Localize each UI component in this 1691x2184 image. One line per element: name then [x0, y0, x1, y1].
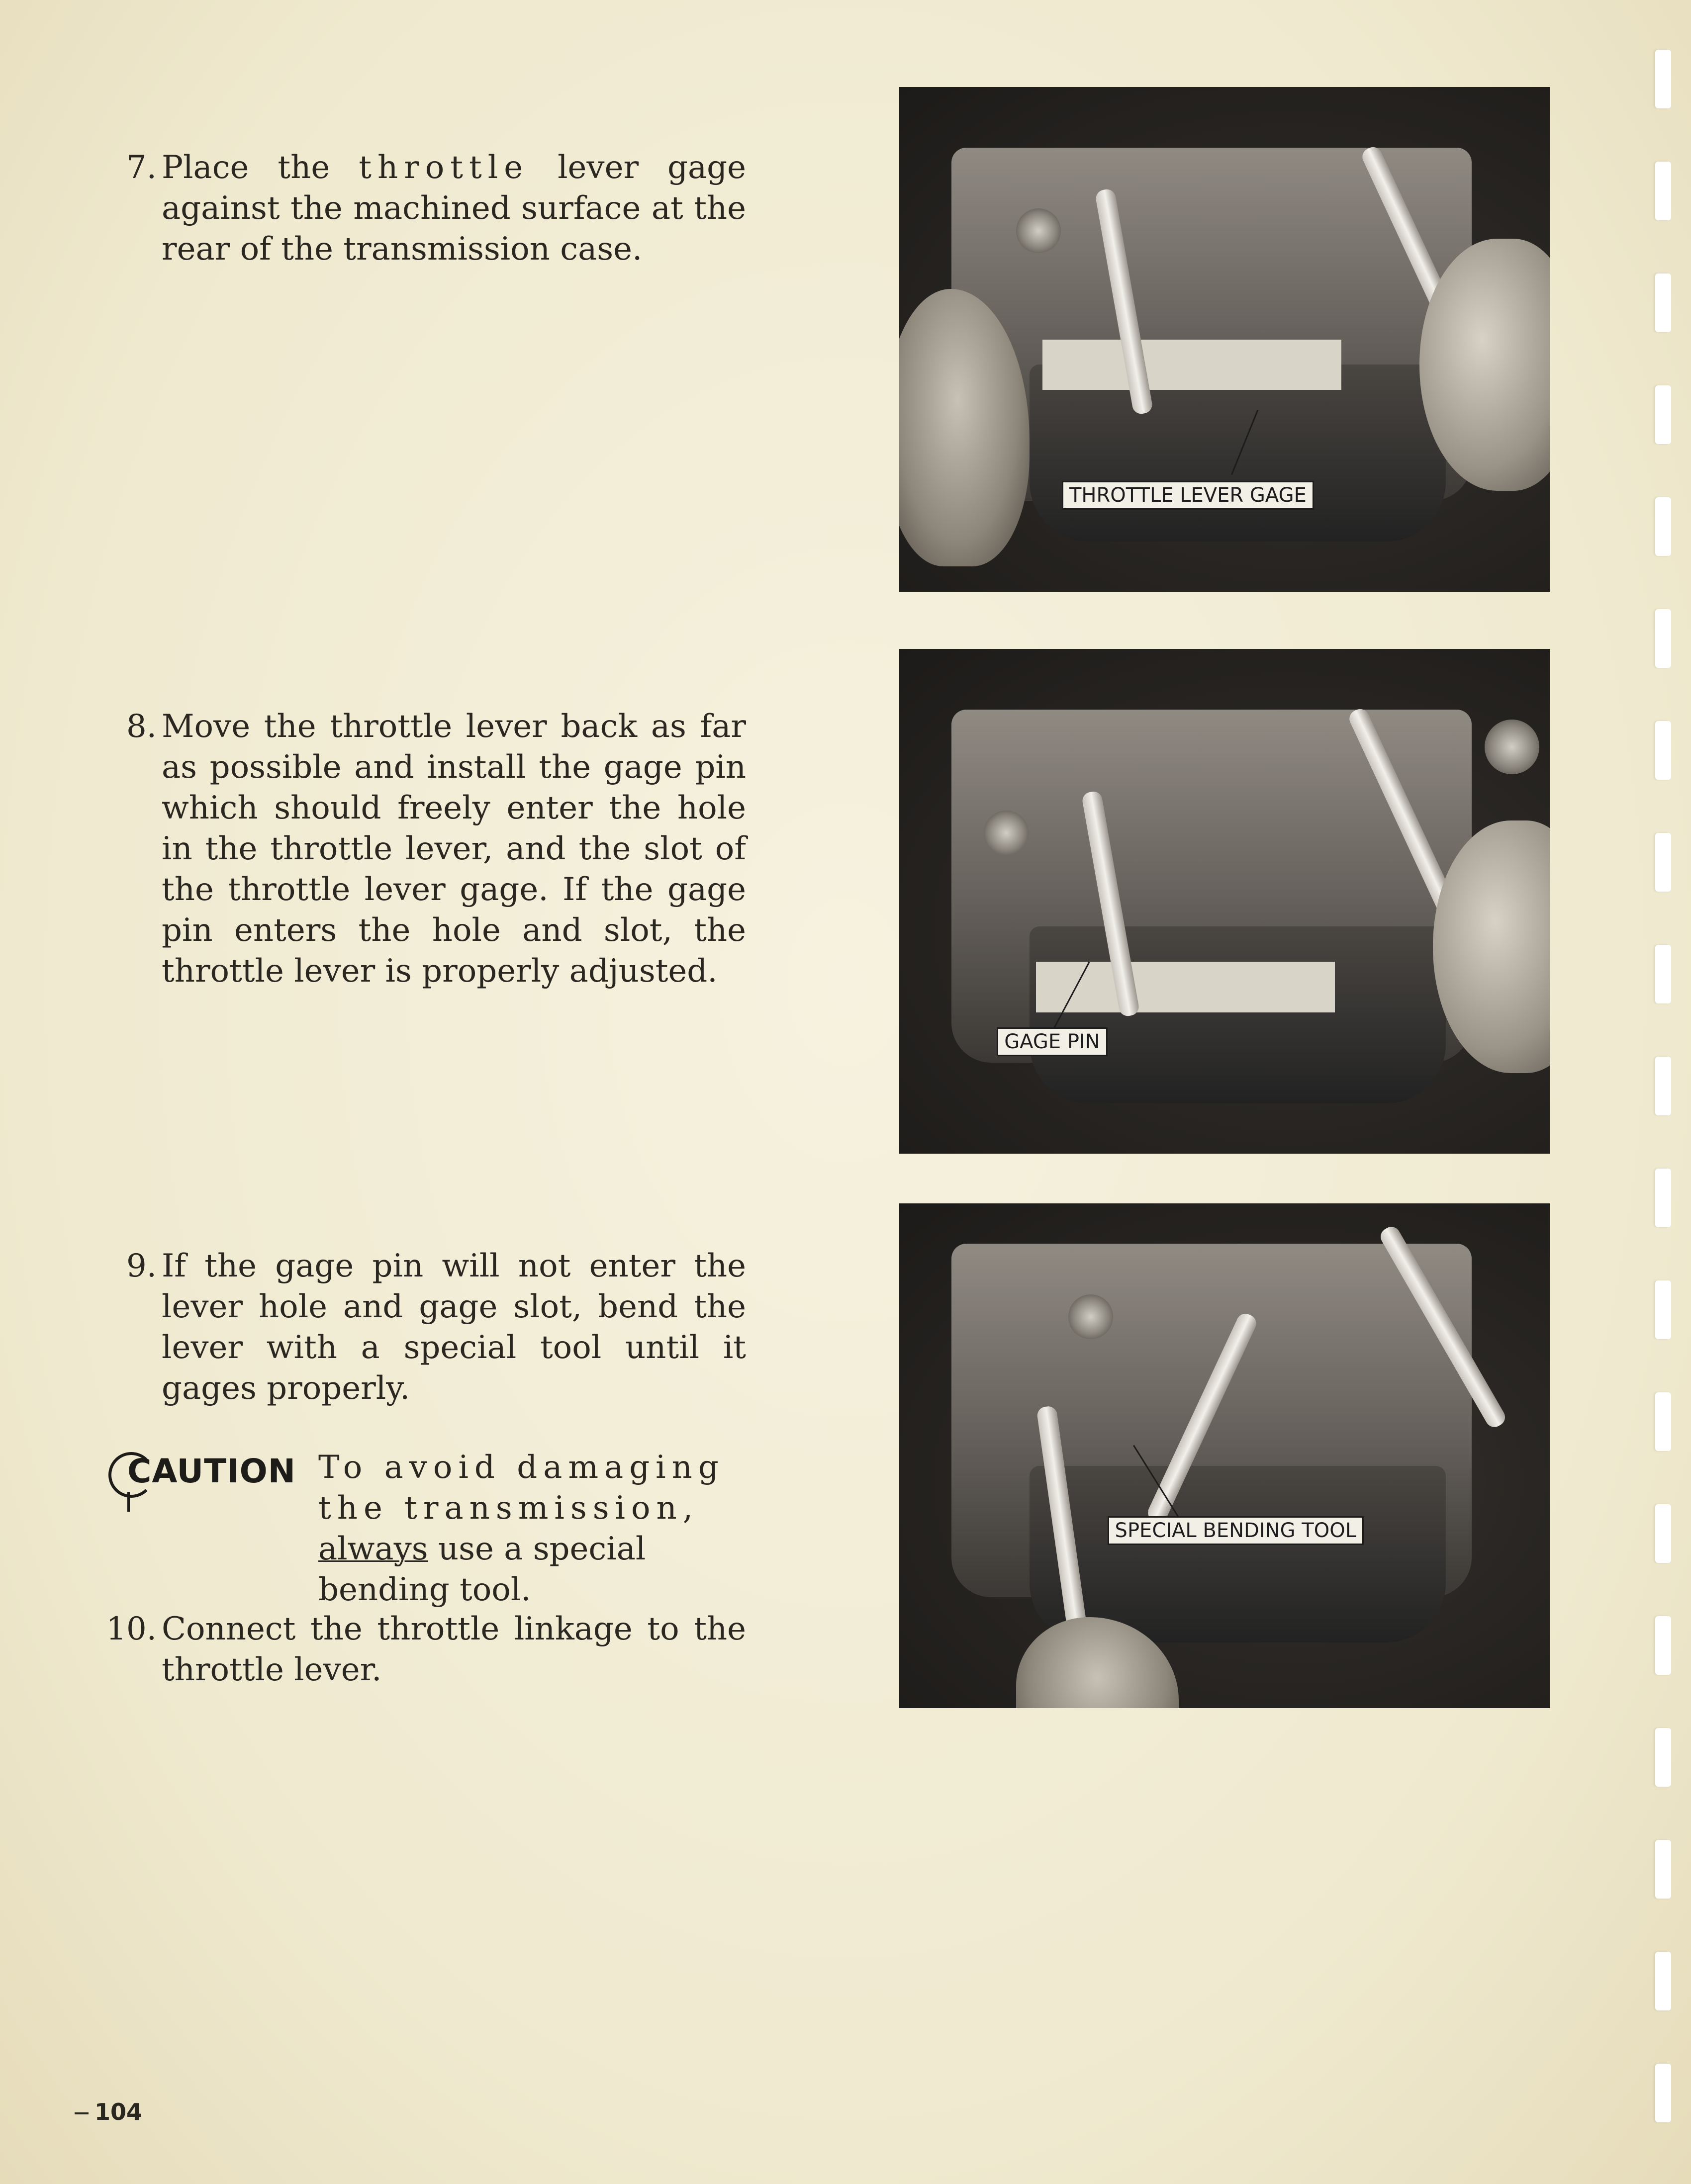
binder-tab [1655, 273, 1671, 332]
step-8 [99, 706, 746, 992]
step-text-rest: lever gage against the machined surface at the rear of the transmission case. [162, 149, 746, 268]
step-number: 10. [106, 1611, 157, 1647]
step-number: 7. [126, 149, 157, 186]
caution-stem [127, 1492, 130, 1512]
step-9 [99, 1246, 746, 1409]
caution-text-rest: use a special bending tool. [318, 1531, 646, 1608]
step-number: 9. [126, 1248, 157, 1284]
photo-callout-label: SPECIAL BENDING TOOL [1108, 1516, 1364, 1545]
step-text: If the gage pin will not enter the lever hole and gage slot, bend the lever with a special tool until it gages properly. [162, 1248, 746, 1407]
step-10 [99, 1609, 746, 1690]
oil-pan [1030, 926, 1446, 1103]
oil-pan [1030, 1466, 1446, 1642]
binder-tab [1655, 1728, 1671, 1787]
binder-tab [1655, 1952, 1671, 2010]
page-number: 104 [94, 2098, 143, 2125]
binder-tab [1655, 385, 1671, 444]
binder-tab [1655, 50, 1671, 108]
binder-tab [1655, 1169, 1671, 1227]
caution-word: CAUTION [127, 1452, 296, 1490]
bolt [1016, 208, 1061, 253]
caution-text-lead: To avoid damaging the transmission, [318, 1449, 725, 1527]
photo-special-bending-tool [899, 1203, 1550, 1708]
binder-tab [1655, 2064, 1671, 2122]
caution-emblem [108, 1452, 317, 1512]
bolt [1068, 1294, 1113, 1339]
photo-gage-pin [899, 649, 1550, 1154]
binder-tab [1655, 1840, 1671, 1899]
page-number-dash [75, 2112, 89, 2114]
step-text [162, 147, 746, 270]
step-text-lead: Place the [162, 149, 330, 186]
photo-callout-label: GAGE PIN [997, 1027, 1107, 1056]
caution-text-underlined: always [318, 1531, 428, 1567]
binder-tab [1655, 721, 1671, 780]
step-text-emphasis: throttle [359, 149, 529, 186]
binder-tab [1655, 1616, 1671, 1675]
step-text: Connect the throttle linkage to the throttle lever. [162, 1611, 746, 1688]
binder-tab [1655, 497, 1671, 556]
gage-plate [1036, 962, 1335, 1012]
binder-tab [1655, 1280, 1671, 1339]
binder-tab [1655, 162, 1671, 220]
bolt [984, 811, 1029, 855]
binder-tab [1655, 609, 1671, 668]
step-number: 8. [126, 708, 157, 745]
photo-callout-label: THROTTLE LEVER GAGE [1062, 481, 1314, 510]
gage-plate [1042, 340, 1342, 390]
binder-tab [1655, 1392, 1671, 1451]
step-text: Move the throttle lever back as far as possible and install the gage pin which should freely enter the hole in the throttle lever, and the slot of the throttle lever gage. If the gage pin enters the hole and slot, the throttle lever is properly adjusted. [162, 708, 746, 990]
bolt [1485, 720, 1539, 774]
caution-text [318, 1447, 746, 1610]
binder-tab [1655, 1504, 1671, 1563]
binder-tab [1655, 945, 1671, 1003]
oil-pan [1030, 364, 1446, 541]
binder-tab [1655, 1057, 1671, 1115]
photo-throttle-lever-gage [899, 87, 1550, 592]
binder-tab [1655, 833, 1671, 892]
step-7 [99, 147, 746, 270]
